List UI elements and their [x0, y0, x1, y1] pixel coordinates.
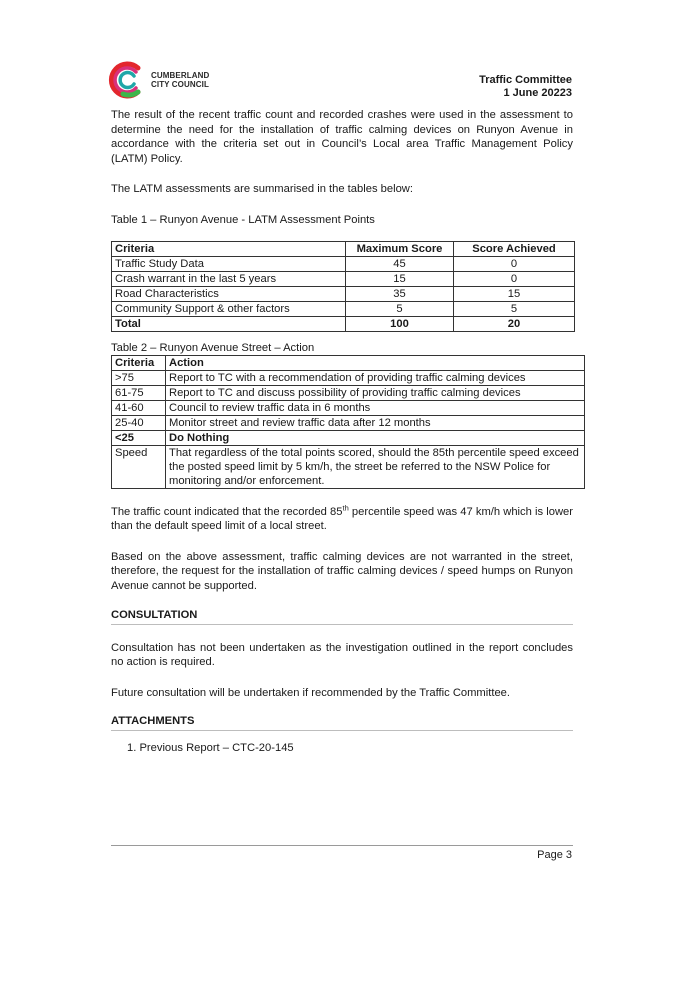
table1-header-row [112, 241, 575, 256]
table-row [112, 400, 585, 415]
table-cell: >75 [112, 370, 166, 385]
table-cell: 15 [346, 271, 454, 286]
table-cell: Crash warrant in the last 5 years [112, 271, 346, 286]
summary-sentence: The LATM assessments are summarised in the tables below: [111, 183, 413, 196]
table-row [112, 415, 585, 430]
traffic-count-superscript: th [342, 502, 349, 512]
table-cell: Report to TC and discuss possibility of providing traffic calming devices [166, 385, 585, 400]
table-row [112, 385, 585, 400]
table-cell: 25-40 [112, 415, 166, 430]
table-row [112, 256, 575, 271]
attachment-item[interactable]: 1. Previous Report – CTC-20-145 [127, 742, 294, 755]
footer-divider [111, 845, 573, 846]
attachments-heading: ATTACHMENTS [111, 714, 573, 731]
table1-header-cell: Score Achieved [454, 241, 575, 256]
committee-name: Traffic Committee [479, 74, 572, 86]
table1-header-cell: Maximum Score [346, 241, 454, 256]
council-logo-icon [103, 58, 147, 102]
table-cell: Do Nothing [166, 430, 585, 445]
traffic-count-text-1: The traffic count indicated that the recorded 85 [111, 505, 343, 518]
table-cell: Speed [112, 445, 166, 488]
table-cell: 61-75 [112, 385, 166, 400]
table-cell: 41-60 [112, 400, 166, 415]
table-row [112, 271, 575, 286]
table-cell: Road Characteristics [112, 286, 346, 301]
table-row [112, 301, 575, 316]
consultation-heading: CONSULTATION [111, 608, 573, 625]
table1-caption: Table 1 – Runyon Avenue - LATM Assessment Points [111, 213, 375, 226]
table-cell: 20 [454, 316, 575, 331]
table-cell: 15 [454, 286, 575, 301]
table2-header-row [112, 355, 585, 370]
table-cell: Monitor street and review traffic data after 12 months [166, 415, 585, 430]
table-cell: That regardless of the total points scored, should the 85th percentile speed exceed the posted speed limit by 5 km/h, the street be referred to the NSW Police for monitoring and/or enforcement. [166, 445, 585, 488]
intro-paragraph: The result of the recent traffic count and recorded crashes were used in the assessment to determine the need for the installation of traffic calming devices on Runyon Avenue in accordance with the criteria set out in Council’s Local area Traffic Management Policy (LATM) Policy. [111, 109, 573, 165]
table-cell: Total [112, 316, 346, 331]
page-number: Page 3 [537, 849, 572, 861]
table-cell: Community Support & other factors [112, 301, 346, 316]
document-body [111, 108, 579, 755]
table-cell: <25 [112, 430, 166, 445]
table-cell: 5 [454, 301, 575, 316]
table-cell: 35 [346, 286, 454, 301]
table-row [112, 370, 585, 385]
table-cell: 0 [454, 271, 575, 286]
table1-header-cell: Criteria [112, 241, 346, 256]
table2-caption: Table 2 – Runyon Avenue Street – Action [111, 341, 315, 354]
conclusion-paragraph: Based on the above assessment, traffic calming devices are not warranted in the street, therefore, the request for the installation of traffic calming devices / speed humps on Runyon Avenue cannot be supported. [111, 550, 573, 592]
council-logo [103, 58, 209, 102]
council-logo-text [151, 71, 209, 89]
table-total-row [112, 316, 575, 331]
logo-line-2: CITY COUNCIL [151, 80, 209, 89]
logo-line-1: CUMBERLAND [151, 71, 210, 80]
table-cell: Council to review traffic data in 6 months [166, 400, 585, 415]
table2-header-cell: Criteria [112, 355, 166, 370]
attachments-list [127, 742, 573, 754]
report-header [479, 74, 572, 100]
table-row [112, 445, 585, 488]
meeting-date: 1 June 20223 [503, 87, 572, 99]
consultation-paragraph-1: Consultation has not been undertaken as the investigation outlined in the report concludes no action is required. [111, 641, 573, 669]
table2-header-cell: Action [166, 355, 585, 370]
table-cell: 45 [346, 256, 454, 271]
table-row [112, 430, 585, 445]
table-cell: Traffic Study Data [112, 256, 346, 271]
traffic-count-paragraph [111, 502, 573, 534]
table-row [112, 286, 575, 301]
latm-assessment-table [111, 241, 575, 332]
table-cell: Report to TC with a recommendation of providing traffic calming devices [166, 370, 585, 385]
action-table [111, 355, 585, 489]
table-cell: 100 [346, 316, 454, 331]
table-cell: 5 [346, 301, 454, 316]
table-cell: 0 [454, 256, 575, 271]
consultation-paragraph-2: Future consultation will be undertaken if recommended by the Traffic Committee. [111, 686, 511, 699]
traffic-count-text-2: percentile speed was 47 km/h which is lower than the default speed limit of a local street. [111, 505, 573, 533]
